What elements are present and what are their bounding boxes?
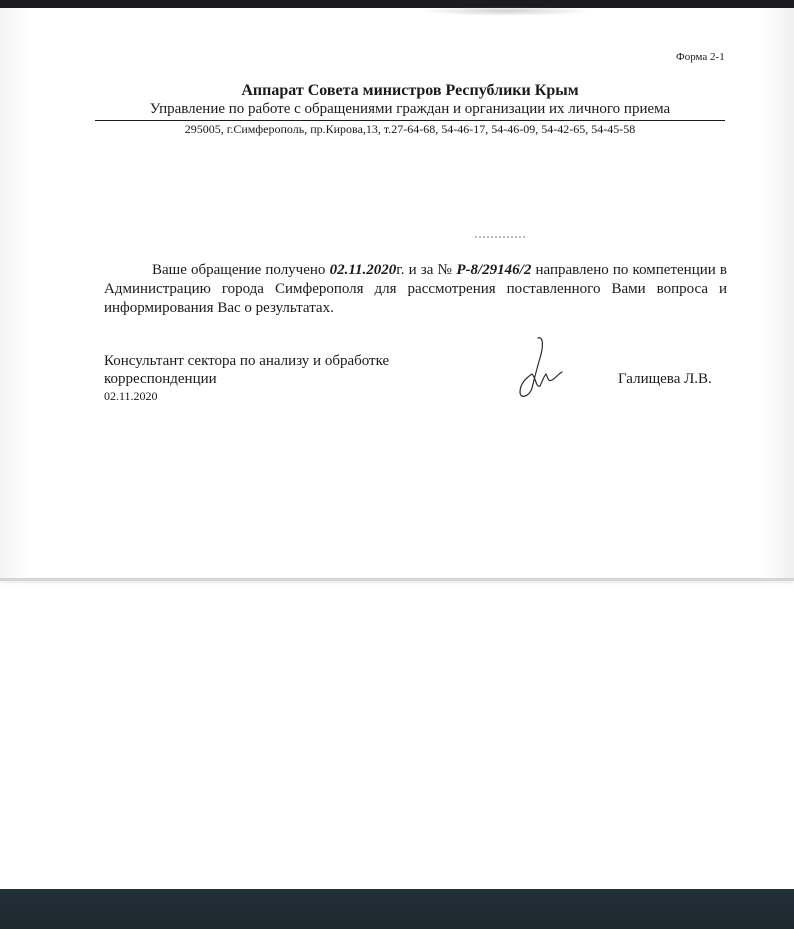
scanned-document-page — [0, 8, 794, 581]
sign-date: 02.11.2020 — [104, 389, 158, 403]
handwritten-signature — [508, 334, 568, 404]
organization-title: Аппарат Совета министров Республики Крым — [241, 82, 579, 99]
signer-name: Галищева Л.В. — [618, 371, 712, 387]
letter-body — [104, 261, 727, 318]
organization-address: 295005, г.Симферополь, пр.Кирова,13, т.27-64-68, 54-46-17, 54-46-09, 54-42-65, 54-45-58 — [184, 122, 636, 136]
signer-position: Консультант сектора по анализу и обработке корреспонденции — [104, 353, 390, 387]
body-text-part1: Ваше обращение получено — [152, 262, 330, 278]
department-title: Управление по работе с обращениями граждан и организации их личного приема — [149, 101, 671, 117]
viewer-top-bar — [0, 0, 794, 8]
body-text-part2: г. и за № — [396, 262, 457, 278]
form-number: Форма 2-1 — [676, 51, 725, 63]
registration-number: Р-8/29146/2 — [456, 262, 532, 278]
received-date: 02.11.2020 — [329, 262, 397, 278]
faint-stamp-mark — [475, 236, 525, 242]
viewer-bottom-bar — [0, 889, 794, 929]
body-text-part3: направлено по компетенции в Администрацию города Симферополя для рассмотрения поставленного Вами вопроса и информирования Вас о результатах. — [104, 262, 728, 316]
header-divider — [95, 120, 725, 121]
